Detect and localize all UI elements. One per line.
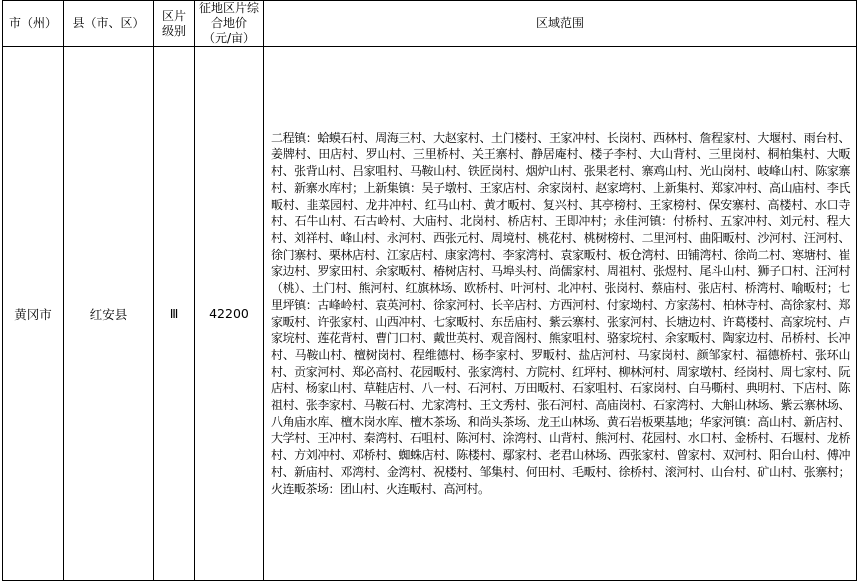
cell-price: 42200 (195, 47, 264, 581)
header-level: 区片级别 (154, 1, 195, 47)
header-city: 市（州） (3, 1, 64, 47)
cell-county: 红安县 (64, 47, 154, 581)
land-price-table (2, 0, 857, 581)
cell-region (264, 47, 857, 581)
header-region: 区域范围 (264, 1, 857, 47)
header-price: 征地区片综合地价（元/亩） (195, 1, 264, 47)
table-header-row (3, 1, 857, 47)
cell-city: 黄冈市 (3, 47, 64, 581)
header-county: 县（市、区） (64, 1, 154, 47)
region-text: 二程镇：蛤蟆石村、周海三村、大赵家村、土门楼村、王家冲村、长岗村、西林村、詹程家村、大堰村、雨台村、姜牌村、田店村、罗山村、三里桥村、关王寨村、静居庵村、楼子李村、大山背村、三里岗村、桐柏集村、大畈村、张背山村、吕家咀村、马鞍山村、铁匠岗村、烟炉山村、张果老村、寨鸡山村、光山岗村、岐峰山村、陈家寨村、新寨水库村；上新集镇：吴子墩村、王家店村、余家岗村、赵家塆村、上新集村、郑家冲村、高山庙村、李氏畈村、韭菜园村、龙井冲村、红马山村、黄才畈村、复兴村、其亭榜村、王家榜村、保安寨村、高楼村、水口寺村、石牛山村、石古岭村、大庙村、北岗村、桥店村、王即冲村；永佳河镇：付桥村、五家冲村、刘元村、程大村、刘祥村、峰山村、永河村、西张元村、周境村、桃花村、桃树榜村、二里河村、曲阳畈村、沙河村、汪河村、徐门寨村、栗林店村、江家店村、康家湾村、李家湾村、袁家畈村、板仓湾村、田铺湾村、徐尚二村、寒塘村、崔家边村、罗家田村、余家畈村、椿树店村、马埠头村、尚儒家村、周祖村、张煜村、尾斗山村、狮子口村、汪河村（桃）、土门村、熊河村、红旗林场、欧桥村、叶河村、北冲村、张岗村、蔡庙村、张店村、桥湾村、喻畈村；七里坪镇：古峰岭村、袁英河村、徐家河村、长辛店村、方西河村、付家坳村、方家荡村、柏林寺村、高徐家村、郑家畈村、许张家村、山西冲村、七家畈村、东岳庙村、紫云寨村、张家河村、长塘边村、许葛楼村、高家垸村、卢家垸村、莲花背村、曹门口村、戴世英村、观音阁村、熊家咀村、骆家垸村、余家畈村、陶家边村、吊桥村、长冲村、马鞍山村、檀树岗村、程维德村、杨李家村、罗畈村、盐店河村、马家岗村、颜邹家村、福德桥村、张环山村、贡家河村、郑必高村、花园畈村、张家湾村、方院村、红坪村、柳林河村、周家墩村、经岗村、周七家村、阮店村、杨家山村、草鞋店村、八一村、石河村、万田畈村、石家咀村、石家岗村、白马嘶村、典明村、下店村、陈祖村、张李家村、马鞍石村、尤家湾村、王文秀村、张石河村、高庙岗村、石家湾村、大斛山林场、紫云寨林场、八角庙水库、檀木岗水库、檀木茶场、和尚头茶场、龙王山林场、黄石岩板栗基地；华家河镇：高山村、新店村、大学村、王冲村、秦湾村、石咀村、陈河村、涂湾村、山背村、熊河村、花园村、水口村、金桥村、石堰村、龙桥村、方刘冲村、邓桥村、蜘蛛店村、陈楼村、鄢家村、老君山林场、西张家村、曾家村、双河村、阳台山村、傅冲村、新庙村、邓湾村、金湾村、祝楼村、邹集村、何田村、毛畈村、徐桥村、滚河村、山台村、矿山村、张寨村；火连畈茶场：团山村、火连畈村、高河村。 (271, 130, 850, 496)
cell-level: Ⅲ (154, 47, 195, 581)
table-row (3, 47, 857, 581)
